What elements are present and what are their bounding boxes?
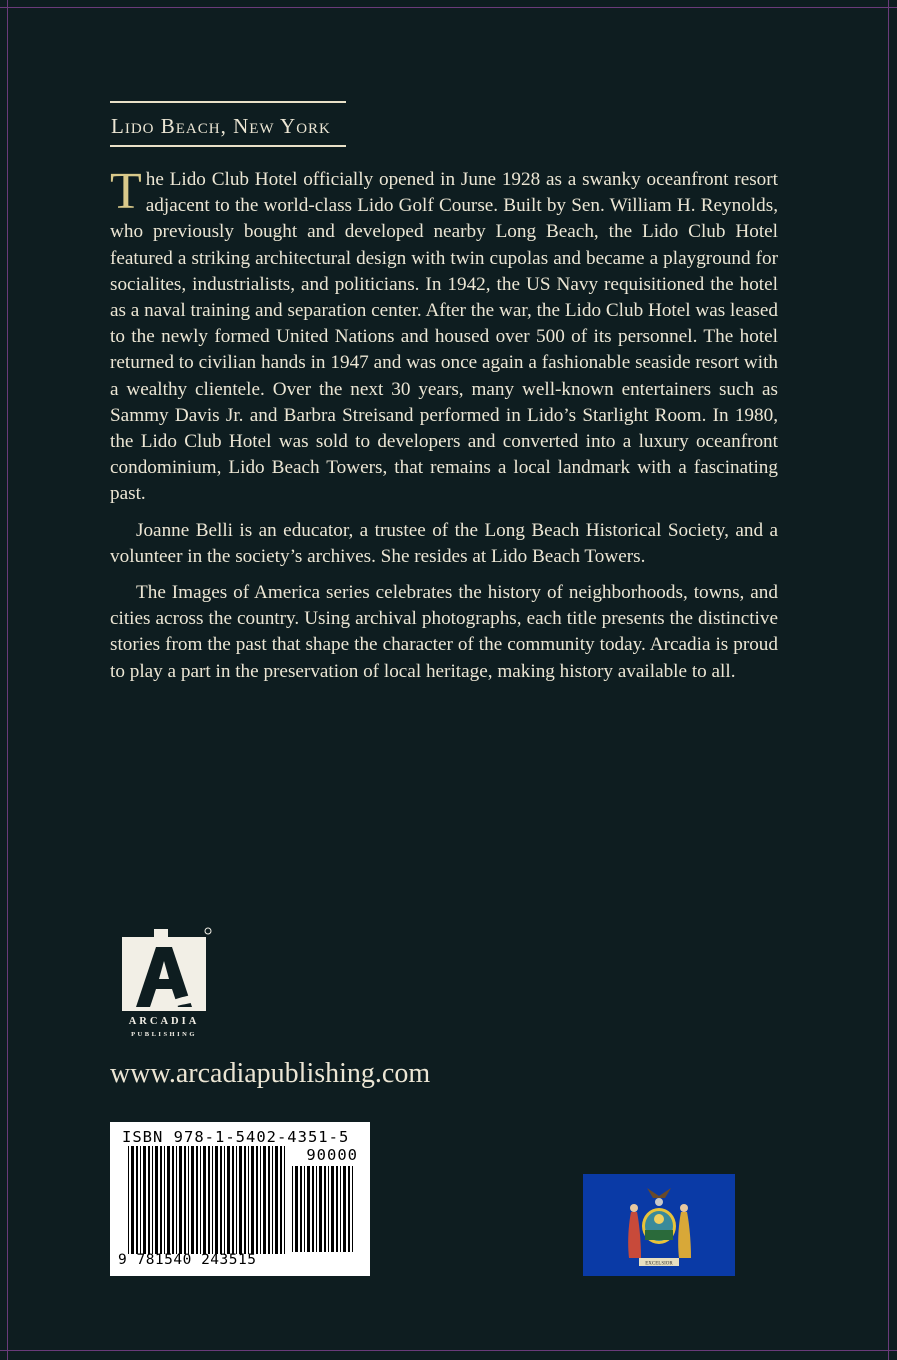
publisher-url[interactable]: www.arcadiapublishing.com [110,1058,431,1089]
title-rule-bottom [110,145,346,147]
drop-cap: T [110,163,142,220]
barcode-bar [196,1146,198,1254]
barcode-bar [215,1146,218,1254]
barcode-bar [188,1146,189,1254]
barcode-bar [316,1166,317,1252]
barcode-bar [136,1146,138,1254]
barcode-bar [160,1146,162,1254]
barcode-bar [143,1146,146,1254]
barcode-bar [328,1166,329,1252]
barcode-bar [131,1146,134,1254]
barcode-bar [167,1146,170,1254]
barcode-bar [191,1146,194,1254]
description-text: he Lido Club Hotel officially opened in June 1928 as a swanky oceanfront resort adjacent to the world-class Lido Golf Course. Built by Sen. William H. Reynolds, who previously bought and developed nearby Long Beach, the Lido Club Hotel featured a striking architectural design with twin cupolas and became a playground for socialites, industrialists, and politicians. In 1942, the US Navy requisitioned the hotel as a naval training and separation center. After the war, the Lido Club Hotel was leased to the newly formed United Nations and housed over 500 of its personnel. The hotel returned to civilian hands in 1947 and was once again a fashionable seaside resort with a wealthy clientele. Over the next 30 years, many well-known entertainers such as Sammy Davis Jr. and Barbra Streisand performed in Lido’s Starlight Room. In 1980, the Lido Club Hotel was sold to developers and converted into a luxury oceanfront condominium, Lido Beach Towers, that remains a local landmark with a fascinating past. [110,169,778,505]
isbn-label: ISBN 978-1-5402-4351-5 [122,1128,350,1146]
barcode-bar [340,1166,341,1252]
barcode-bar [272,1146,273,1254]
barcode-bar [260,1146,261,1254]
barcode-bar [239,1146,242,1254]
barcode-bar [251,1146,254,1254]
logo-name-text: ARCADIA [128,1016,200,1027]
barcode-bar [220,1146,222,1254]
barcode-bar [184,1146,186,1254]
barcode-bar [280,1146,282,1254]
trim-line-left [7,0,8,1360]
barcode-bar [336,1166,338,1252]
price-code: 90000 [306,1146,358,1164]
series-title: Lido Beach, New York [111,114,331,138]
barcode-bar [248,1146,249,1254]
series-blurb-paragraph: The Images of America series celebrates the history of neighborhoods, towns, and cities across the country. Using archival photographs, each title presents the distinctive stories from the past that shape the character of the community today. Arcadia is proud to play a part in the preservation of local heritage, making history available to all. [110,582,778,682]
barcode-bar [176,1146,177,1254]
barcode-bar [331,1166,334,1252]
arcadia-logo [108,915,214,1043]
author-bio-paragraph: Joanne Belli is an educator, a trustee of the Long Beach Historical Society, and a volunteer in the society’s archives. She resides at Lido Beach Towers. [110,519,778,567]
back-cover-text [110,163,778,695]
barcode-bar [200,1146,201,1254]
barcode-bar [148,1146,150,1254]
barcode-bar [312,1166,314,1252]
barcode-bar [232,1146,234,1254]
svg-text:EXCELSIOR: EXCELSIOR [645,1261,673,1267]
barcode-bar [263,1146,266,1254]
new-york-state-flag [583,1174,735,1276]
barcode-bar [208,1146,210,1254]
barcode-bars [128,1146,288,1254]
barcode-bar [128,1146,129,1254]
barcode-bar [172,1146,174,1254]
barcode-bar [352,1166,353,1252]
barcode-bar [140,1146,141,1254]
barcode-bar [304,1166,305,1252]
barcode-bar [236,1146,237,1254]
barcode-bar [164,1146,165,1254]
barcode-digits: 9 781540 243515 [118,1252,257,1268]
barcode-bar [343,1166,346,1252]
description-paragraph [110,163,778,508]
trim-line-bottom [0,1350,897,1351]
barcode-bar [203,1146,206,1254]
trim-line-top [0,7,897,8]
barcode-bar [256,1146,258,1254]
logo-sub-text: PUBLISHING [131,1031,197,1038]
title-rule-top [110,101,346,103]
barcode-bar [307,1166,310,1252]
barcode-bar [268,1146,270,1254]
barcode-bar [292,1166,293,1252]
price-addon-bars [292,1166,356,1252]
barcode-bar [319,1166,322,1252]
barcode-bar [244,1146,246,1254]
barcode-bar [275,1146,278,1254]
barcode-bar [179,1146,182,1254]
barcode-bar [295,1166,298,1252]
barcode-bar [227,1146,230,1254]
barcode-bar [212,1146,213,1254]
barcode-bar [152,1146,153,1254]
barcode-bar [324,1166,326,1252]
barcode-bar [284,1146,285,1254]
trim-line-right [888,0,889,1360]
barcode-bar [300,1166,302,1252]
barcode-bar [348,1166,350,1252]
isbn-barcode [110,1122,370,1276]
barcode-bar [155,1146,158,1254]
barcode-bar [224,1146,225,1254]
